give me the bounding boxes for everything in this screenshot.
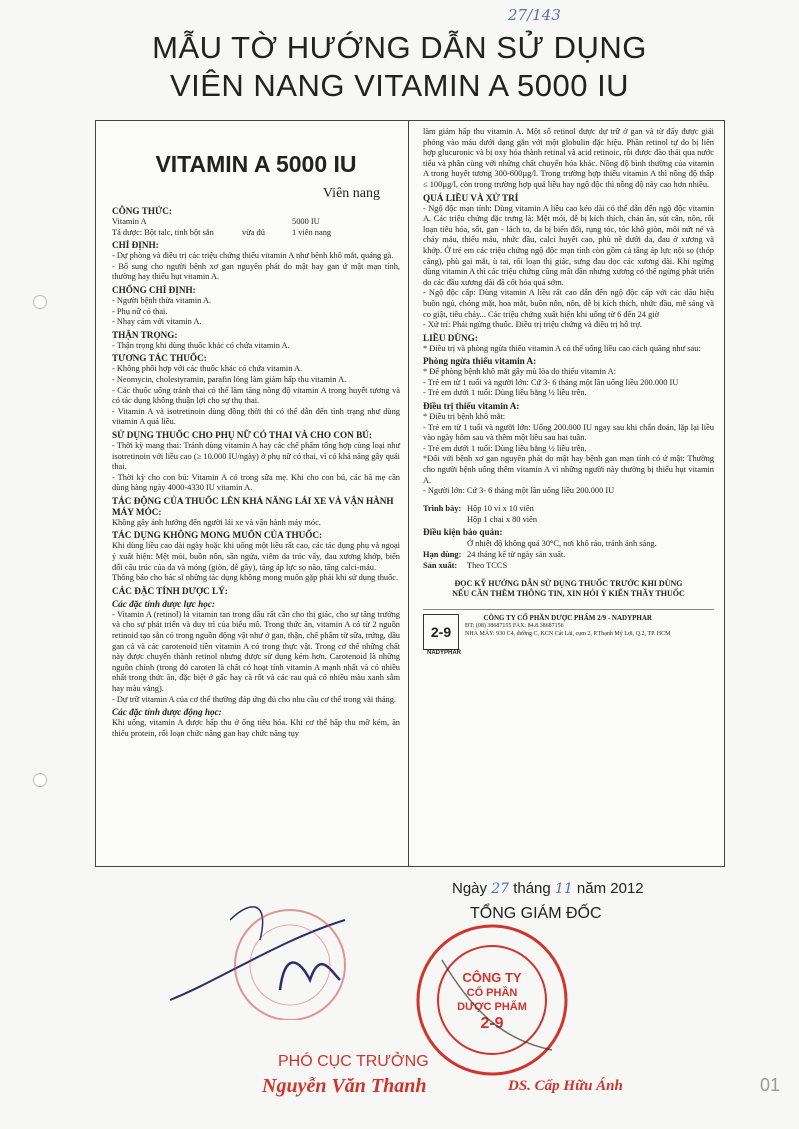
date-month-label: tháng	[513, 880, 551, 897]
logo-mark: 2-9	[423, 614, 459, 650]
indication-text: - Dự phòng và điều trị các triệu chứng thiếu vitamin A như bệnh khô mắt, quáng gà.	[112, 251, 394, 261]
pharmacist-name: DS. Cấp Hữu Ánh	[508, 1078, 623, 1094]
leaflet-right-column	[409, 121, 724, 866]
caution-heading: THẬN TRỌNG:	[112, 329, 178, 340]
date-day: 27	[491, 881, 510, 897]
treatment-text: *Đối với bệnh xơ gan nguyên phát do mật hay bệnh gan mạn tính có ứ mật: Thường cho người bệnh uống thêm vitamin A vì những người này thường bị thiếu hụt vitamin A.	[423, 454, 714, 485]
logo-name: NADYPHAR	[426, 649, 461, 656]
approval-date	[452, 880, 644, 897]
pharmacodynamics-text: - Vitamin A (retinol) là vitamin tan trong dầu rất cần cho thị giác, cho sự tăng trưởng và cho sự phát triển và duy trì của biểu mô. Trong thức ăn, vitamin A có từ 2 nguồn retinoid tạo sẵn có trong nguồn động vật như ở gan, thận, chế phẩm từ sữa, trứng, dầu gan cá và các carotenoid tiền vitamin A có trong thực vật. Trong cơ thể những chất này được chuyển thành retinol nhưng được sử dụng kém hơn. Carotenoid là những nguồn chính (trong đó caroten là chất có hoạt tính vitamin A mạnh nhất và có nhiều nhất trong thức ăn, đặc biệt ở gấc hay cà rốt và các rau quả có nhiều màu xanh sẫm hay màu vàng).	[112, 609, 400, 693]
leaflet	[95, 120, 725, 867]
warning-line-1: ĐỌC KỸ HƯỚNG DẪN SỬ DỤNG THUỐC TRƯỚC KHI DÙNG	[454, 578, 683, 588]
formula-qty-note	[242, 217, 292, 228]
formula-row	[112, 228, 400, 239]
pharmacodynamics-heading: Các đặc tính dược lực học:	[112, 598, 215, 609]
packaging-label: Trình bày:	[423, 503, 462, 513]
document-title-line1: MẪU TỜ HƯỚNG DẪN SỬ DỤNG	[152, 30, 647, 65]
interaction-text: - Các thuốc uống tránh thai có thể làm tăng nồng độ vitamin A trong huyết tương và có tác dụng không thuận lợi cho sự thụ thai.	[112, 385, 400, 406]
formula-ingredient: Tá dược: Bột talc, tinh bột sắn	[112, 227, 214, 237]
contraindication-text: - Nhạy cảm với vitamin A.	[112, 317, 202, 327]
contraindication-text: - Phụ nữ có thai.	[112, 306, 168, 316]
formula-qty-note: vừa đủ	[242, 227, 265, 237]
overdose-text: - Ngộ độc cấp: Dùng vitamin A liều rất cao dẫn đến ngộ độc cấp với các dấu hiệu buồn ngủ, chóng mặt, hoa mắt, buồn nôn, nôn, dễ bị kích thích, nhức đầu, mê sảng và co giật, tiêu chảy... Các triệu chứng xuất hiện khi uống từ 6 đến 24 giờ	[423, 288, 714, 319]
date-month: 11	[554, 881, 573, 897]
expiry-row	[423, 549, 714, 560]
svg-text:DƯỢC PHẨM: DƯỢC PHẨM	[457, 1001, 527, 1013]
company-info	[465, 614, 670, 638]
overdose-text: - Ngộ độc mạn tính: Dùng vitamin A liều cao kéo dài có thể dẫn đến ngộ độc vitamin A. Các triệu chứng đặc trưng là: Mệt mỏi, dễ bị kích thích, chán ăn, sút cân, nôn, rối loạn tiêu hóa, sốt, gan - lách to, da bị biến đổi, rụng tóc, tóc khô giòn, môi nứt nẻ và chảy máu, thiếu máu, nhức đầu, calci huyết cao, phù nề dưới da, đau ở xương và khớp. Ở trẻ em các triệu chứng ngộ độc mạn tính còn gồm cả tăng áp lực nội sọ (thóp căng), phù gai mắt, ù tai, rối loạn thị giác, sưng đau dọc các xương dài. Khi ngừng dùng vitamin A thì các triệu chứng cũng mất dần nhưng xương có thể ngừng phát triển do các đầu xương dài đã cốt hóa quá sớm.	[423, 203, 714, 287]
standard-row	[423, 560, 714, 571]
company-block	[423, 609, 714, 656]
interaction-text: - Vitamin A và isotretinoin dùng đồng thời thì có thể dẫn đến tình trạng như dùng vitamin A quá liều.	[112, 406, 400, 427]
pregnancy-heading: SỬ DỤNG THUỐC CHO PHỤ NỮ CÓ THAI VÀ CHO CON BÚ:	[112, 429, 372, 440]
pharmacodynamics-text: - Dự trữ vitamin A của cơ thể thường đáp ứng đủ cho nhu cầu cơ thể trong vài tháng.	[112, 694, 397, 704]
formula-row	[112, 217, 400, 228]
pharmacokinetics-text-cont: làm giảm hấp thu vitamin A. Một số retinol được dự trữ ở gan và từ đấy được giải phóng vào máu dưới dạng gắn với một globulin đặc hiệu. Phần retinol tự do bị liên hợp glucuronic và bị oxy hóa thành retinal và acid retinoic, rồi được đào thải qua nước tiểu và phân cùng với những chất chuyển hóa khác. Nồng độ bình thường của vitamin A trong huyết tương 300-600µg/l. Trong trường hợp thiếu vitamin A thì nồng độ thấp ≤ 100µg/l, còn trong trường hợp quá liều hay ngộ độc thì nồng độ này cao hơn nhiều.	[423, 127, 714, 189]
interaction-text: - Neomycin, cholestyramin, parafin lỏng làm giảm hấp thu vitamin A.	[112, 374, 347, 384]
prevention-text: * Để phòng bệnh khô mắt gây mù lòa do thiếu vitamin A:	[423, 367, 617, 377]
overdose-text: - Xử trí: Phải ngừng thuốc. Điều trị triệu chứng và điều trị hỗ trợ.	[423, 320, 643, 330]
page-number-mark: 01	[760, 1075, 781, 1095]
interaction-text: - Không phối hợp với các thuốc khác có chứa vitamin A.	[112, 364, 303, 374]
indication-heading: CHỈ ĐỊNH:	[112, 240, 159, 251]
svg-text:2-9: 2-9	[480, 1015, 504, 1032]
svg-text:CÔNG TY: CÔNG TY	[462, 970, 522, 985]
treatment-heading: Điều trị thiếu vitamin A:	[423, 401, 520, 412]
company-name: CÔNG TY CỔ PHẦN DƯỢC PHẨM 2/9 - NADYPHAR	[483, 613, 652, 622]
company-address: NHÀ MÁY: 930 C4, đường C, KCN Cát Lái, cụm 2, P.Thạnh Mỹ Lợi, Q.2, TP. HCM	[465, 630, 671, 637]
indication-text: - Bổ sung cho người bệnh xơ gan nguyên phát do mật hay gan ứ mật mạn tính, thường hay thiếu hụt vitamin A.	[112, 261, 400, 282]
deputy-director-role: PHÓ CỤC TRƯỞNG	[278, 1053, 429, 1070]
interaction-heading: TƯƠNG TÁC THUỐC:	[112, 353, 207, 364]
packaging-row-2	[423, 514, 714, 525]
dosage-heading: LIỀU DÙNG:	[423, 332, 478, 343]
prevention-text: - Trẻ em dưới 1 tuổi: Dùng liều bằng ½ liều trên.	[423, 388, 587, 398]
svg-text:CỔ PHẦN: CỔ PHẦN	[466, 987, 518, 999]
pregnancy-text: - Thời kỳ mang thai: Tránh dùng vitamin A hay các chế phẩm tổng hợp cùng loại như isotretinoin với liều cao (≥ 10.000 IU/ngày) ở phụ nữ có thai, vì có khả năng gây quái thai.	[112, 440, 400, 472]
pharmacokinetics-text: Khi uống, vitamin A được hấp thu ở ống tiêu hóa. Khi cơ thể hấp thu mỡ kém, ăn thiếu protein, rối loạn chức năng gan hay chức năng tụy	[112, 718, 400, 738]
deputy-director-name: Nguyễn Văn Thanh	[262, 1075, 427, 1097]
pharmacokinetics-heading: Các đặc tính dược động học:	[112, 707, 222, 718]
packaging-value-1: Hộp 10 vỉ x 10 viên	[467, 503, 534, 513]
date-year: năm 2012	[576, 880, 644, 897]
contraindication-heading: CHỐNG CHỈ ĐỊNH:	[112, 284, 196, 295]
date-prefix: Ngày	[452, 880, 488, 897]
right-stamp	[412, 920, 572, 1080]
document-title-line2: VIÊN NANG VITAMIN A 5000 IU	[169, 68, 630, 103]
side-effects-heading: TÁC DỤNG KHÔNG MONG MUỐN CỦA THUỐC:	[112, 530, 323, 541]
storage-row	[423, 538, 714, 549]
punch-hole-bottom	[33, 773, 47, 787]
caution-text: - Thận trọng khi dùng thuốc khác có chứa vitamin A.	[112, 340, 290, 350]
contraindication-text: - Người bệnh thừa vitamin A.	[112, 295, 212, 305]
warning-line-2: NẾU CẦN THÊM THÔNG TIN, XIN HỎI Ý KIẾN THẦY THUỐC	[452, 588, 685, 598]
driving-heading: TÁC ĐỘNG CỦA THUỐC LÊN KHẢ NĂNG LÁI XE VÀ VẬN HÀNH MÁY MÓC:	[112, 495, 394, 517]
treatment-text: - Trẻ em dưới 1 tuổi: Dùng liều bằng ½ liều trên.	[423, 443, 587, 453]
handwritten-code: 27/143	[508, 6, 561, 24]
leaflet-left-column	[96, 121, 409, 866]
packaging-row	[423, 503, 714, 514]
company-phone: ĐT: (08) 38687155 FAX: 84.8.38687156	[465, 622, 564, 629]
pharmacology-heading: CÁC ĐẶC TÍNH DƯỢC LÝ:	[112, 585, 228, 596]
product-title: VITAMIN A 5000 IU	[155, 151, 357, 177]
treatment-text: - Trẻ em từ 1 tuổi và người lớn: Uống 200.000 IU ngay sau khi chẩn đoán, lặp lại liều vào ngày hôm sau và thêm một liều sau hai tuần.	[423, 422, 714, 443]
treatment-text: - Người lớn: Cứ 3- 6 tháng một lần uống liều 200.000 IU	[423, 486, 615, 496]
standard-value: Theo TCCS	[467, 560, 508, 570]
overdose-heading: QUÁ LIỀU VÀ XỬ TRÍ	[423, 192, 519, 203]
punch-hole-top	[33, 295, 47, 309]
director-title: TỔNG GIÁM ĐỐC	[470, 905, 602, 922]
formula-heading: CÔNG THỨC:	[112, 206, 172, 216]
formula-amount: 1 viên nang	[292, 227, 332, 237]
product-form: Viên nang	[322, 186, 380, 201]
pregnancy-text: - Thời kỳ cho con bú: Vitamin A có trong sữa mẹ. Khi cho con bú, các bà mẹ cần dùng hàng ngày 4000-4330 IU vitamin A.	[112, 472, 400, 493]
side-effects-text: Khi dùng liều cao dài ngày hoặc khi uống một liều rất cao, các tác dụng phụ và ngoại ý xuất hiện: Mệt mỏi, buồn nôn, sần ngứa, viêm da tróc vẩy, đau xương khớp, biến đổi cấu trúc của da và móng (giòn, dễ gãy), tăng áp lực sọ não, tăng calci-máu.	[112, 541, 400, 572]
packaging-value-2: Hộp 1 chai x 80 viên	[467, 514, 538, 524]
storage-value: Ở nhiệt độ không quá 30°C, nơi khô ráo, tránh ánh sáng.	[467, 538, 657, 548]
formula-ingredient: Vitamin A	[112, 217, 147, 226]
expiry-label: Hạn dùng:	[423, 549, 462, 559]
treatment-text: * Điều trị bệnh khô mắt:	[423, 412, 506, 422]
side-effects-text: Thông báo cho bác sĩ những tác dụng không mong muốn gặp phải khi sử dụng thuốc.	[112, 573, 399, 583]
company-logo	[423, 614, 465, 656]
formula-amount: 5000 IU	[292, 217, 320, 226]
storage-heading: Điều kiện bảo quản:	[423, 526, 503, 537]
prevention-heading: Phòng ngừa thiếu vitamin A:	[423, 356, 537, 367]
expiry-value: 24 tháng kể từ ngày sản xuất.	[467, 549, 566, 559]
dosage-intro: * Điều trị và phòng ngừa thiếu vitamin A có thể uống liều cao cách quãng như sau:	[423, 343, 701, 353]
standard-label: Sản xuất:	[423, 560, 458, 570]
driving-text: Không gây ảnh hưởng đến người lái xe và vận hành máy móc.	[112, 517, 321, 527]
left-stamp	[160, 880, 360, 1020]
prevention-text: - Trẻ em từ 1 tuổi và người lớn: Cứ 3- 6 tháng một lần uống liều 200.000 IU	[423, 377, 679, 387]
